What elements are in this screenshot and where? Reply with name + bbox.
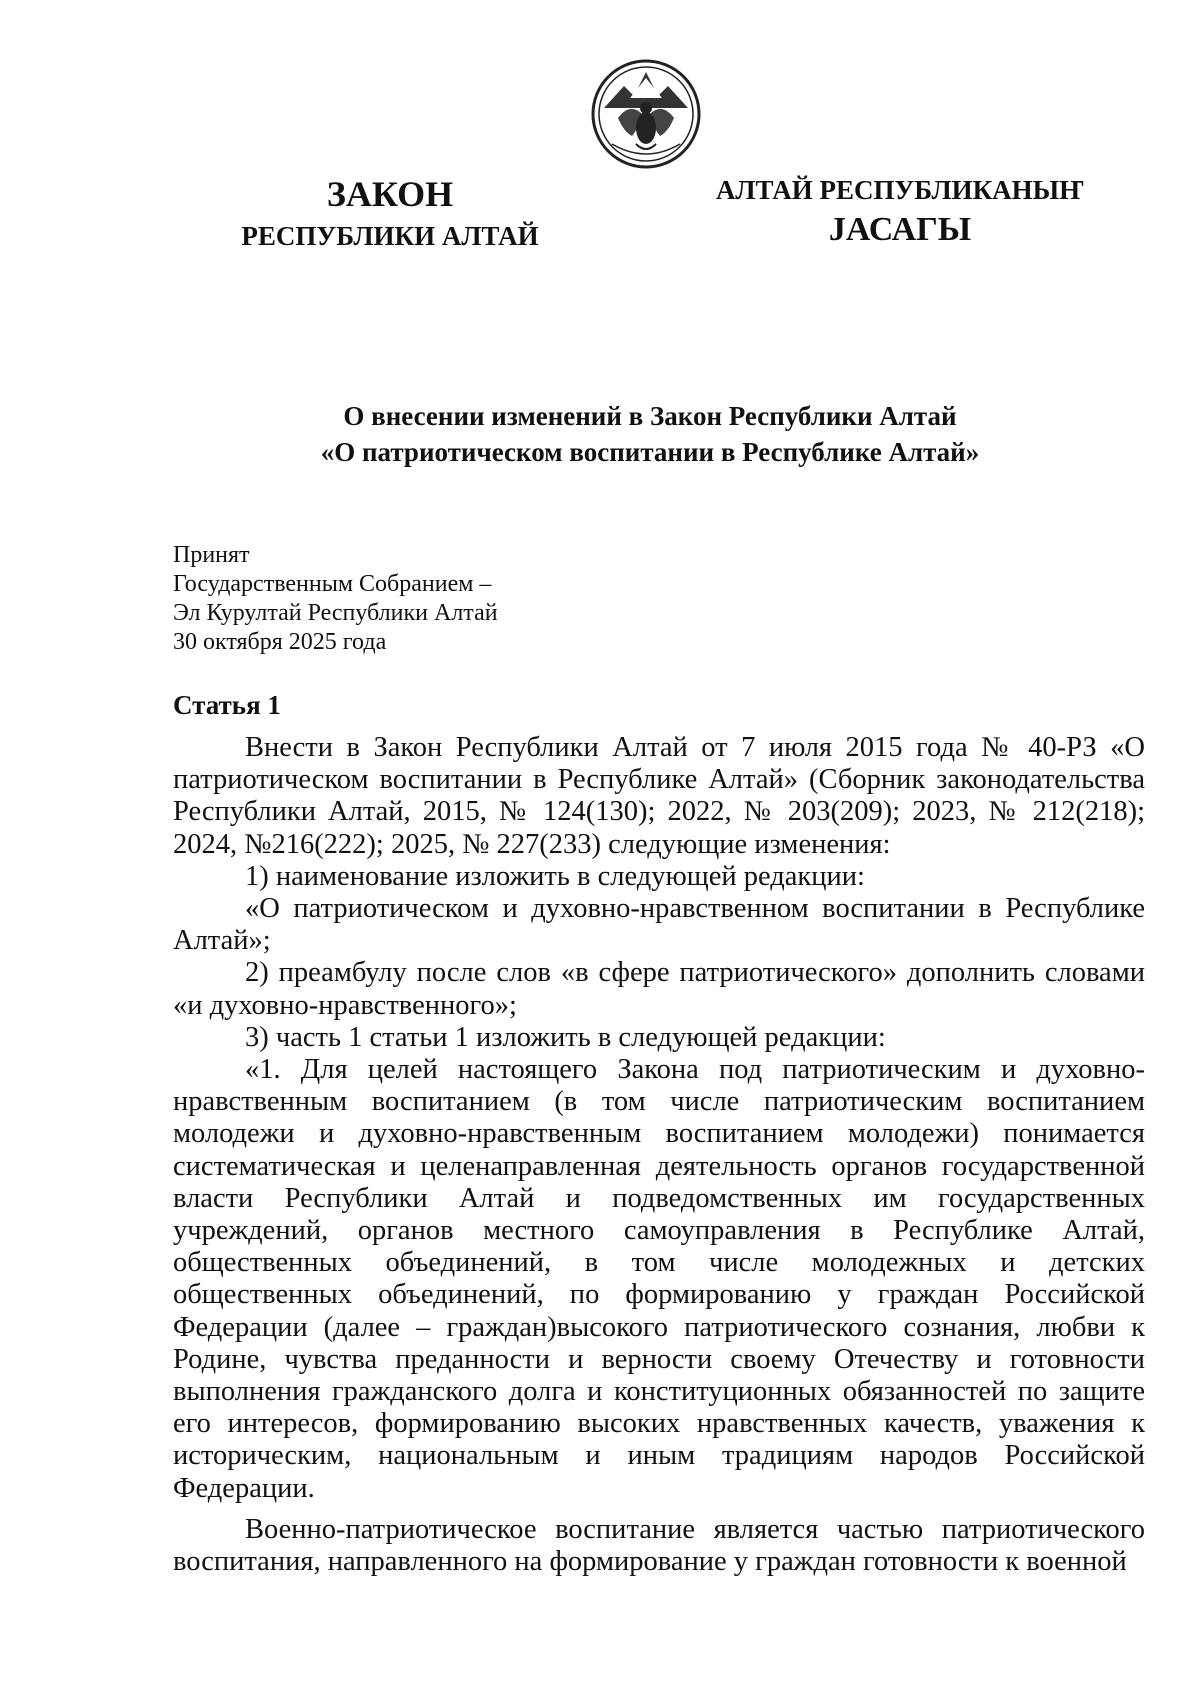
article-paragraph: 2) преамбулу после слов «в сфере патриотического» дополнить словами «и духовно-нравственного»; [173,957,1145,1021]
article-paragraph: Военно-патриотическое воспитание является частью патриотического воспитания, направленного на формирование у граждан готовности к военной [173,1513,1145,1578]
article-paragraph: Внести в Закон Республики Алтай от 7 июля 2015 года № 40-РЗ «О патриотическом воспитании в Республике Алтай» (Сборник законодательства Республики Алтай, 2015, № 124(130); 2022, № 203(209); 2023, № 212(218); 2024, №216(222); 2025, № 227(233) следующие изменения: [173,732,1145,860]
republic-name-altai: АЛТАЙ РЕСПУБЛИКАНЫҤ [715,175,1085,205]
law-title-line-2: «О патриотическом воспитании в Республике Алтай» [320,437,980,467]
article-heading: Статья 1 [173,690,281,720]
law-title [170,398,1130,470]
law-title-word-altai: ЈАСАГЫ [828,211,972,248]
law-title-line-1: О внесении изменений в Закон Республики Алтай [343,401,957,431]
law-title-word: ЗАКОН [326,174,454,214]
adoption-info [173,541,498,657]
adoption-line-3: Эл Курултай Республики Алтай [173,600,498,626]
adoption-line-2: Государственным Собранием – [173,571,492,597]
article-paragraph: 1) наименование изложить в следующей редакции: [245,860,865,892]
article-body [173,732,1145,1578]
law-header-altai [700,172,1100,252]
adoption-date: 30 октября 2025 года [173,629,387,655]
republic-name: РЕСПУБЛИКИ АЛТАЙ [241,221,539,251]
article-paragraph: 3) часть 1 статьи 1 изложить в следующей редакции: [245,1021,886,1053]
article-paragraph: «1. Для целей настоящего Закона под патриотическим и духовно-нравственным воспитанием (в том числе патриотическим воспитанием молодежи и духовно-нравственным воспитанием молодежи) понимается систематическая и целенаправленная деятельность органов государственной власти Республики Алтай и подведомственных им государственных учреждений, органов местного самоуправления в Республике Алтай, общественных объединений, в том числе молодежных и детских общественных объединений, по формированию у граждан Российской Федерации (далее – граждан)высокого патриотического сознания, любви к Родине, чувства преданности и верности своему Отечеству и готовности выполнения гражданского долга и конституционных обязанностей по защите его интересов, формированию высоких нравственных качеств, уважения к историческим, национальным и иным традициям народов Российской Федерации. [173,1054,1145,1504]
coat-of-arms-emblem [590,56,702,174]
law-header-russian [210,172,570,256]
article-paragraph: «О патриотическом и духовно-нравственном воспитании в Республике Алтай»; [173,893,1145,957]
adoption-line-1: Принят [173,542,250,568]
